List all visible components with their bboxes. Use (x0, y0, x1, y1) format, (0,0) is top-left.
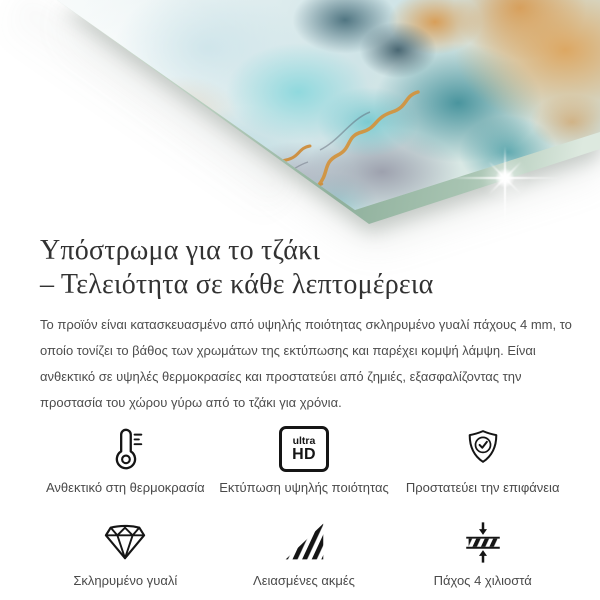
content-area (0, 230, 600, 588)
shield-check-icon (461, 424, 505, 474)
feature-label: Σκληρυμένο γυαλί (73, 573, 178, 588)
feature-tempered-glass (40, 517, 211, 588)
heading-line-2: – Τελειότητα σε κάθε λεπτομέρεια (40, 269, 434, 300)
polished-edges-icon (282, 517, 326, 567)
feature-label: Πάχος 4 χιλιοστά (433, 573, 532, 588)
feature-thickness (397, 517, 568, 588)
product-photo (0, 0, 600, 230)
heading-line-1: Υπόστρωμα για το τζάκι (40, 235, 321, 266)
product-description-text: Το προϊόν είναι κατασκευασμένο από υψηλής ποιότητας σκληρυμένο γυαλί πάχους 4 mm, το οποίο τονίζει το βάθος των χρωμάτων της εκτύπωσης και παρέχει κομψή λάμψη. Είναι ανθεκτικό σε υψηλές θερμοκρασίες και προστατεύει από ζημιές, εξασφαλίζοντας την προστασία του χώρου γύρω από το τζάκι για χρόνια. (40, 317, 572, 410)
feature-label: Λειασμένες ακμές (253, 573, 355, 588)
ultra-hd-icon: ultra HD (279, 424, 329, 474)
feature-print-quality (219, 424, 390, 495)
feature-protection (397, 424, 568, 495)
feature-polished-edges (219, 517, 390, 588)
feature-label: Προστατεύει την επιφάνεια (405, 480, 560, 495)
feature-label: Ανθεκτικό στη θερμοκρασία (46, 480, 205, 495)
diamond-icon (102, 517, 148, 567)
feature-grid (40, 424, 568, 588)
product-heading (40, 234, 568, 302)
feature-label: Εκτύπωση υψηλής ποιότητας (219, 480, 389, 495)
feature-temperature (40, 424, 211, 495)
thermometer-icon (102, 424, 148, 474)
thickness-icon (460, 517, 506, 567)
